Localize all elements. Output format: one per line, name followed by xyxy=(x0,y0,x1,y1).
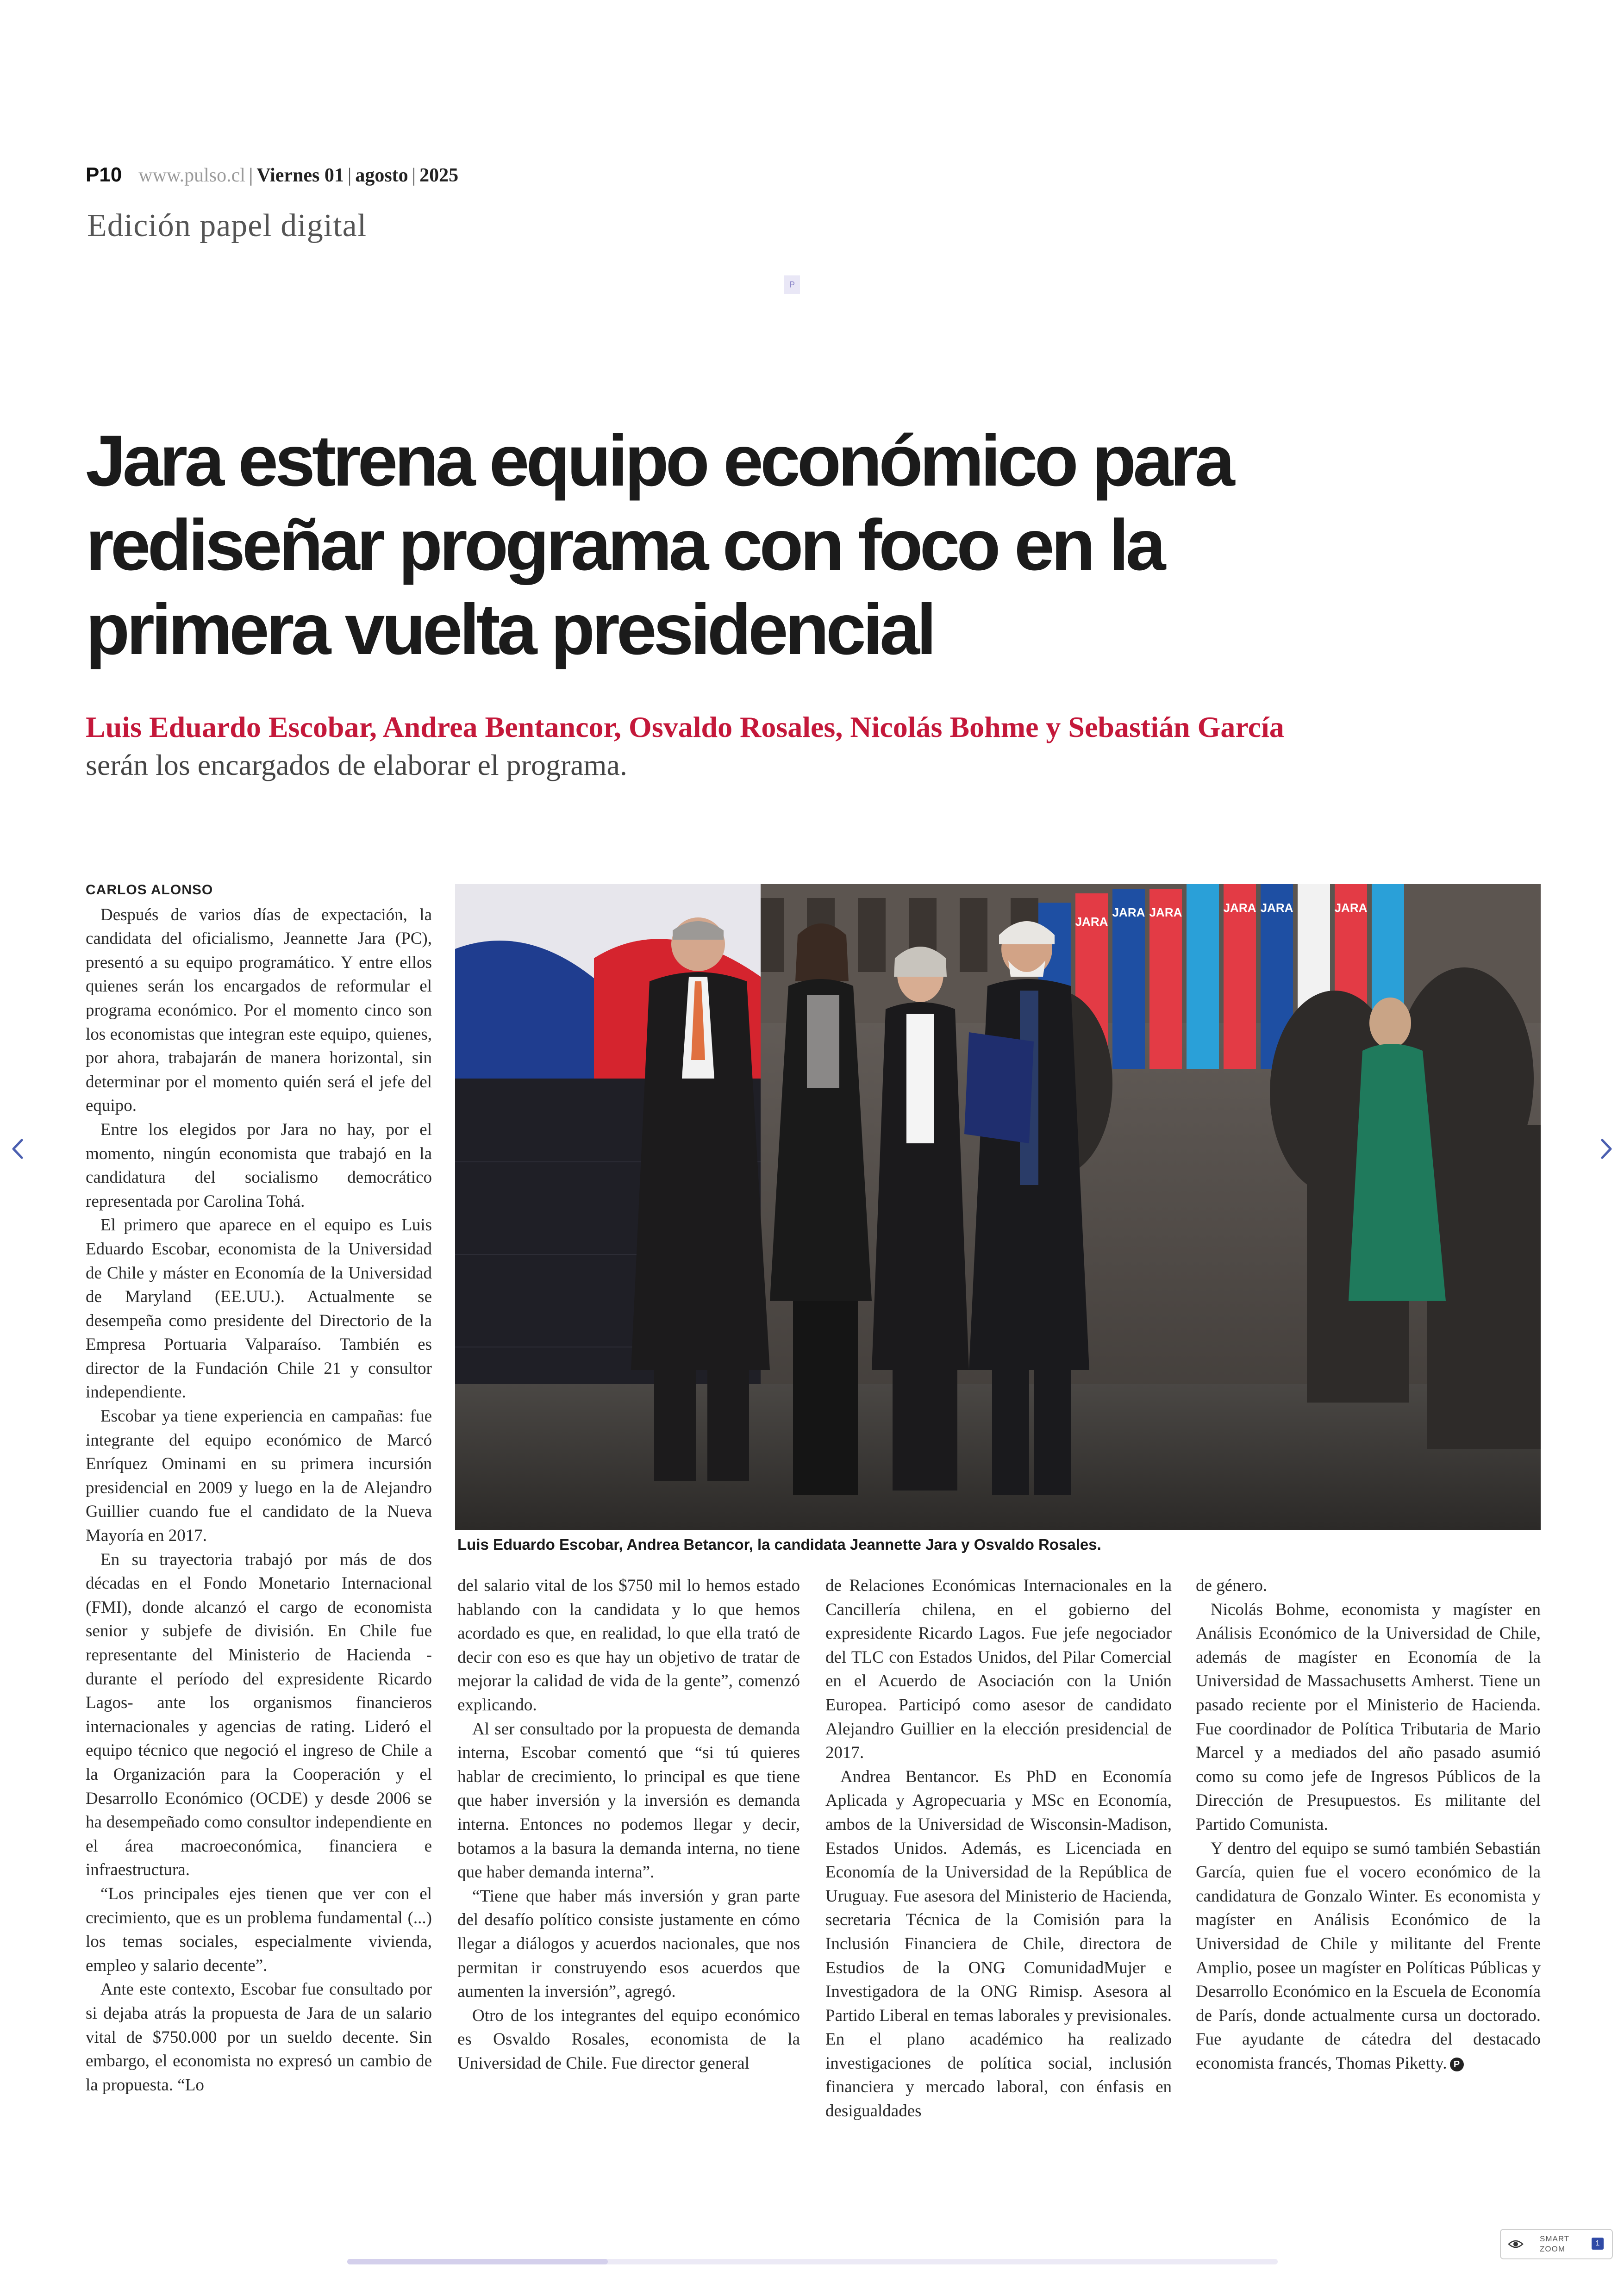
paragraph: de género. xyxy=(1196,1576,1268,1595)
banner-label: JARA xyxy=(1334,901,1368,915)
banner-label: JARA xyxy=(1075,915,1108,929)
headline-line: rediseñar programa con foco en la xyxy=(86,505,1163,586)
paragraph: Escobar ya tiene experiencia en campañas: fue integrante del equipo económico de Marcó Enríquez Ominami en su primera incursión presidencial en 2009 y luego en la de Alejandro Guillier cuando fue el candidato de la Nueva Mayoría en 2017. xyxy=(86,1407,432,1546)
chevron-right-icon xyxy=(1599,1137,1614,1160)
eye-icon xyxy=(1506,2237,1525,2251)
photo-illustration xyxy=(455,884,1541,1530)
page-marker[interactable]: P xyxy=(784,275,800,294)
header-day: Viernes 01 xyxy=(256,165,344,186)
page-progress-bar[interactable] xyxy=(347,2259,1278,2264)
paragraph: Después de varios días de expectación, la candidata del oficialismo, Jeannette Jara (PC), presentó a su equipo programático. Y entre ellos quienes serán los encargados de reformular el programa económico. Por el momento cinco son los economistas que integran este equipo, quienes, por ahora, trabajarán de manera horizontal, sin determinar por el momento quién será el jefe del equipo. xyxy=(86,905,432,1116)
article-column-2 xyxy=(457,1574,800,2075)
article-column-4 xyxy=(1196,1574,1541,2075)
header-separator: | xyxy=(412,165,416,186)
page-number: P10 xyxy=(86,163,122,186)
paragraph: Al ser consultado por la propuesta de demanda interna, Escobar comentó que “si tú quieres hablar de crecimiento, lo principal es que tiene que haber inversión y la inversión es demanda interna. Entonces no podemos llegar y decir, botamos a la basura la demanda interna, no tiene que haber demanda interna”. xyxy=(457,1719,800,1882)
headline-line: Jara estrena equipo económico para xyxy=(86,421,1232,501)
photo-caption: Luis Eduardo Escobar, Andrea Betancor, la candidata Jeannette Jara y Osvaldo Rosales. xyxy=(457,1536,1101,1553)
smart-zoom-badge: 1 xyxy=(1592,2238,1604,2250)
previous-page-button[interactable] xyxy=(4,1135,31,1163)
paragraph: Entre los elegidos por Jara no hay, por el momento, ningún economista que trabajó en la candidatura del socialismo democrático representada por Carolina Tohá. xyxy=(86,1120,432,1211)
article-column-1 xyxy=(86,878,432,2097)
next-page-button[interactable] xyxy=(1593,1135,1620,1163)
paragraph: Ante este contexto, Escobar fue consultado por si dejaba atrás la propuesta de Jara de un salario vital de $750.000 por un sueldo decente. Sin embargo, el economista no expresó un cambio de la propuesta. “Lo xyxy=(86,1980,432,2095)
article-subhead xyxy=(86,708,1544,784)
paragraph: El primero que aparece en el equipo es Luis Eduardo Escobar, economista de la Universidad de Chile y máster en Economía de la Universidad de Maryland (EE.UU.). Actualmente se desempeña como presidente del Directorio de la Empresa Portuaria Valparaíso. También es director de la Fundación Chile 21 y consultor independiente. xyxy=(86,1216,432,1402)
header-month: agosto xyxy=(355,165,408,186)
banner-label: JARA xyxy=(1260,901,1293,915)
paragraph: Otro de los integrantes del equipo económico es Osvaldo Rosales, economista de la Universidad de Chile. Fue director general xyxy=(457,2006,800,2073)
paragraph xyxy=(1196,1837,1541,2076)
header-separator: | xyxy=(249,165,253,186)
page-header xyxy=(86,162,458,188)
smart-zoom-line: SMART xyxy=(1540,2234,1570,2243)
chevron-left-icon xyxy=(10,1137,25,1160)
smart-zoom-line: ZOOM xyxy=(1540,2245,1565,2253)
paragraph: del salario vital de los $750 mil lo hemos estado hablando con la candidata y lo que hemos acordado es que, en realidad, lo que ella trató de decir con eso es que hay un objetivo de tratar de mejorar la calidad de vida de la gente”, comenzó explicando. xyxy=(457,1576,800,1715)
paragraph: “Tiene que haber más inversión y gran parte del desafío político consiste justamente en cómo llegar a diálogos y acuerdos nacionales, que nos permitan ir construyendo esos acuerdos que aumenten la inversión”, agregó. xyxy=(457,1886,800,2002)
smart-zoom-label xyxy=(1540,2234,1569,2254)
article-headline xyxy=(86,419,1474,672)
site-url: www.pulso.cl xyxy=(138,165,245,186)
page-progress-fill xyxy=(347,2259,608,2264)
paragraph: En su trayectoria trabajó por más de dos décadas en el Fondo Monetario Internacional (FMI), donde alcanzó el cargo de economista senior y subjefe de división. En Chile fue representante del Ministerio de Hacienda - durante el período del expresidente Ricardo Lagos- ante los organismos financieros internacionales y agencias de rating. Lideró el equipo técnico que negoció el ingreso de Chile a la Organización para la Cooperación y el Desarrollo Económico (OCDE) y desde 2006 se ha desempeñado como consultor independiente en el área macroeconómica, financiera e infraestructura. xyxy=(86,1550,432,1880)
subhead-rest: serán los encargados de elaborar el programa. xyxy=(86,748,627,781)
end-of-article-icon: P xyxy=(1450,2058,1464,2071)
paragraph: “Los principales ejes tienen que ver con el crecimiento, que es un problema fundamental (...) los temas sociales, especialmente vivienda, empleo y salario decente”. xyxy=(86,1884,432,1975)
banner-label: JARA xyxy=(1112,905,1145,919)
smart-zoom-button[interactable] xyxy=(1500,2229,1613,2259)
headline-line: primera vuelta presidencial xyxy=(86,589,934,670)
article-column-3 xyxy=(825,1574,1172,2123)
byline: CARLOS ALONSO xyxy=(86,882,213,898)
paragraph-text: Y dentro del equipo se sumó también Sebastián García, quien fue el vocero económico de la candidatura de Gonzalo Winter. Es economista y magíster en Análisis Económico de la Universidad de Chile y militante del Frente Amplio, posee un magíster en Políticas Públicas y Desarrollo Económico en la Escuela de Economía de París, donde actualmente cursa un doctorado. Fue ayudante de cátedra del destacado economista francés, Thomas Piketty. xyxy=(1196,1839,1541,2073)
article-photo[interactable] xyxy=(455,884,1541,1530)
banner-label: JARA xyxy=(1149,905,1182,919)
banner-label: JARA xyxy=(1223,901,1256,915)
paragraph: Nicolás Bohme, economista y magíster en Análisis Económico de la Universidad de Chile, además de magíster en Economía de la Universidad de Massachusetts Amherst. Tiene un pasado reciente por el Ministerio de Hacienda. Fue coordinador de Política Tributaria de Mario Marcel y a mediados del año pasado asumió como su como jefe de Ingresos Públicos de la Dirección de Presupuestos. Es militante del Partido Comunista. xyxy=(1196,1600,1541,1834)
paragraph: Andrea Bentancor. Es PhD en Economía Aplicada y Agropecuaria y MSc en Economía, ambos de la Universidad de Wisconsin-Madison, Estados Unidos. Además, es Licenciada en Economía de la Universidad de la República de Uruguay. Fue asesora del Ministerio de Hacienda, secretaria Técnica de la Comisión para la Inclusión Financiera de Chile, directora de Estudios de la ONG ComunidadMujer e Investigadora de la ONG Rimisp. Asesora al Partido Liberal en temas laborales y previsionales. En el plano académico ha realizado investigaciones de política social, inclusión financiera y mercado laboral, con énfasis en desigualdades xyxy=(825,1767,1172,2121)
edition-label: Edición papel digital xyxy=(87,208,367,243)
paragraph: de Relaciones Económicas Internacionales en la Cancillería chilena, en el gobierno del expresidente Ricardo Lagos. Fue jefe negociador del TLC con Estados Unidos, del Pilar Comercial en el Acuerdo de Asociación con la Unión Europea. Participó como asesor de candidato Alejandro Guillier en la elección presidencial de 2017. xyxy=(825,1576,1172,1763)
header-year: 2025 xyxy=(419,165,459,186)
header-separator: | xyxy=(347,165,352,186)
subhead-names: Luis Eduardo Escobar, Andrea Bentancor, Osvaldo Rosales, Nicolás Bohme y Sebastián García xyxy=(86,711,1284,743)
